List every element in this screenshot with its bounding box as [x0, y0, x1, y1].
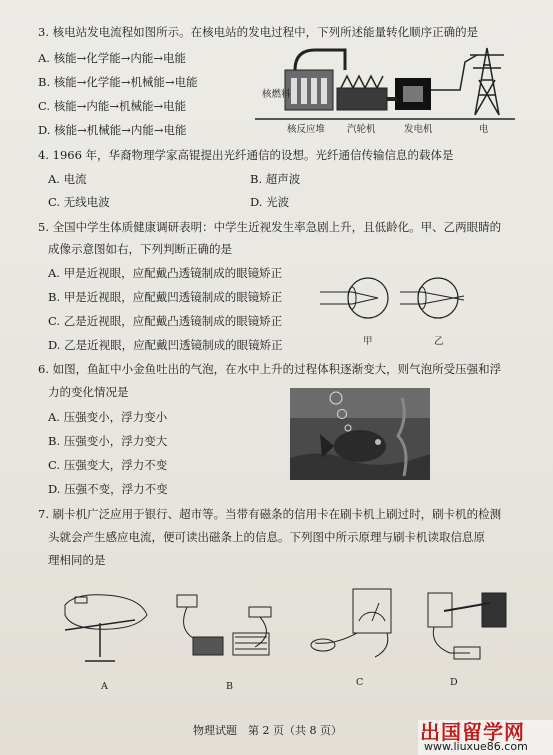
q6-stem-line2: 力的变化情况是: [48, 385, 129, 399]
label-fig-c: C: [356, 677, 364, 688]
q4-option-c: C. 无线电波: [48, 195, 110, 209]
q3-option-c: C. 核能→内能→机械能→电能: [38, 99, 187, 113]
eye-diagrams: [320, 270, 480, 330]
label-eye-jia: 甲: [363, 336, 373, 347]
label-turbine: 汽轮机: [347, 124, 376, 135]
q5-option-d: D. 乙是近视眼，应配戴凹透镜制成的眼镜矫正: [48, 338, 283, 352]
q6-option-a: A. 压强变小，浮力变小: [48, 410, 168, 424]
q6-stem-line1: 6. 如图，鱼缸中小金鱼吐出的气泡，在水中上升的过程体积逐渐变大，则气泡所受压强和浮: [38, 362, 502, 376]
q7-stem-line2: 头就会产生感应电流，便可读出磁条上的信息。下列图中所示原理与刷卡机读取信息原: [48, 530, 485, 544]
q5-option-b: B. 甲是近视眼，应配戴凹透镜制成的眼镜矫正: [48, 290, 283, 304]
q7-stem-line1: 7. 刷卡机广泛应用于银行、超市等。当带有磁条的信用卡在刷卡机上刷过时，刷卡机的检测: [38, 507, 502, 521]
figure-a-wire-compass: [55, 585, 155, 675]
label-nuclear-fuel: 核燃料: [262, 89, 291, 100]
q5-option-c: C. 乙是近视眼，应配戴凸透镜制成的眼镜矫正: [48, 314, 283, 328]
label-eye-yi: 乙: [434, 336, 444, 347]
q6-option-d: D. 压强不变，浮力不变: [48, 482, 168, 496]
q4-option-a: A. 电流: [48, 172, 87, 186]
q3-option-d: D. 核能→机械能→内能→电能: [38, 123, 187, 137]
q4-stem: 4. 1966 年，华裔物理学家高锟提出光纤通信的设想。光纤通信传输信息的载体是: [38, 148, 454, 162]
figure-c-galvanometer: [305, 585, 405, 675]
label-fig-d: D: [450, 677, 458, 688]
q3-option-a: A. 核能→化学能→内能→电能: [38, 51, 187, 65]
nuclear-plant-diagram: [255, 40, 515, 130]
label-grid: 电: [479, 124, 489, 135]
q5-option-a: A. 甲是近视眼，应配戴凸透镜制成的眼镜矫正: [48, 266, 283, 280]
label-generator: 发电机: [404, 124, 433, 135]
q4-option-d: D. 光波: [250, 195, 290, 209]
q6-option-c: C. 压强变大，浮力不变: [48, 458, 168, 472]
page-footer: 物理试题 第 2 页（共 8 页）: [193, 724, 342, 737]
fish-tank-photo: [290, 388, 430, 480]
watermark-logo: 出国留学网: [420, 720, 525, 744]
watermark-url: www.liuxue86.com: [424, 740, 528, 753]
label-fig-b: B: [226, 681, 233, 692]
q7-stem-line3: 理相同的是: [48, 553, 106, 567]
q5-stem-line2: 成像示意图如右，下列判断正确的是: [48, 242, 232, 256]
q3-stem: 3. 核电站发电流程如图所示。在核电站的发电过程中，下列所述能量转化顺序正确的是: [38, 25, 479, 39]
label-fig-a: A: [101, 681, 108, 692]
q3-option-b: B. 核能→化学能→机械能→电能: [38, 75, 198, 89]
q5-stem-line1: 5. 全国中学生体质健康调研表明：中学生近视发生率急剧上升，且低龄化。甲、乙两眼睛的: [38, 220, 502, 234]
figure-b-motor: [165, 585, 285, 675]
q4-option-b: B. 超声波: [250, 172, 301, 186]
q6-option-b: B. 压强变小，浮力变大: [48, 434, 168, 448]
label-reactor: 核反应堆: [287, 124, 326, 135]
figure-d-conductor-magnet: [420, 585, 520, 675]
